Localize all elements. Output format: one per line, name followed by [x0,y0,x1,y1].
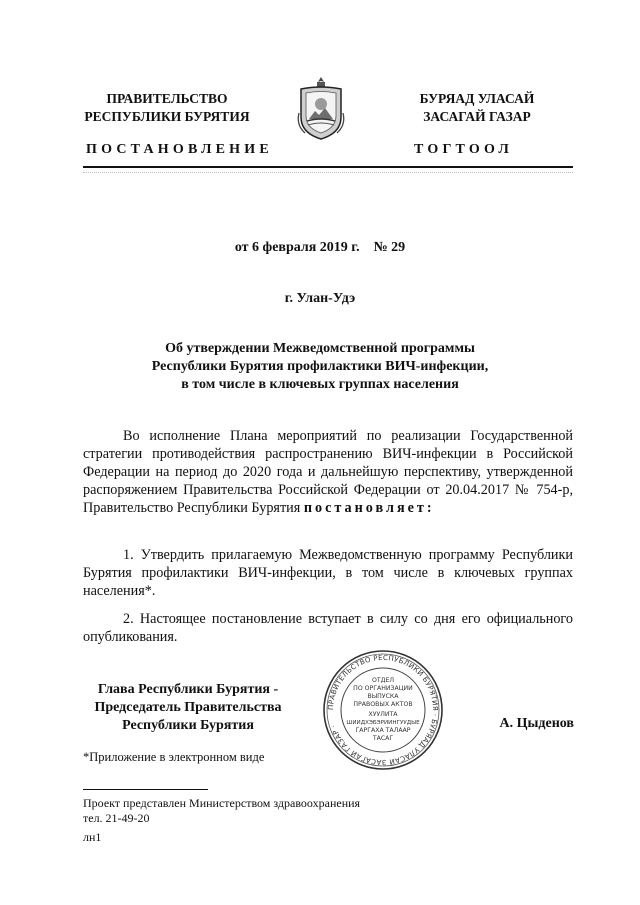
para1-decree-word: постановляет [303,500,427,516]
phone-note: тел. 21-49-20 [83,811,150,825]
document-date-line [0,240,640,256]
document-number: № 29 [373,240,406,255]
signatory-line3: Республики Бурятия [122,718,254,733]
body-paragraph-2: 1. Утвердить прилагаемую Межведомственную программу Республики Бурятия профилактики ВИЧ-инфекции, в том числе в ключевых группах населения*. [83,547,573,599]
coat-of-arms-icon [295,73,347,143]
document-city: г. Улан-Удэ [284,291,356,306]
header-left-line1: ПРАВИТЕЛЬСТВО [106,91,228,106]
header-divider [83,166,573,168]
seal-line6: ШИИДХЭБЭРИИНГУУДЫЕ [346,720,420,726]
signatory-name: А. Цыденов [499,716,574,731]
signatory-line2: Председатель Правительства [94,700,282,715]
document-date: от 6 февраля 2019 г. [234,240,360,255]
header-right-line2: ЗАСАГАЙ ГАЗАР [423,109,531,124]
doctype-right: ТОГТООЛ [414,142,514,157]
body-paragraph-1 [83,427,573,517]
seal-line4: ПРАВОВЫХ АКТОВ [353,701,413,708]
project-note: Проект представлен Министерством здравоохранения [83,796,361,810]
seal-line5: ХУУЛИТА [368,711,398,718]
appendix-note: *Приложение в электронном виде [83,750,265,764]
official-seal-icon [322,649,444,771]
header-left-line2: РЕСПУБЛИКИ БУРЯТИЯ [84,109,250,124]
document-code: лн1 [83,830,102,844]
title-line2: Республики Бурятия профилактики ВИЧ-инфекции, [151,359,489,374]
doctype-left: ПОСТАНОВЛЕНИЕ [86,142,273,157]
seal-line8: ТАСАГ [372,735,394,742]
seal-ring-text: ПРАВИТЕЛЬСТВО РЕСПУБЛИКИ БУРЯТИЯ · БУРЯАД УЛАСАЙ ЗАСАГАЙ ГАЗАР · [326,653,440,767]
header-right-block [372,90,582,126]
seal-line3: ВЫПУСКА [367,693,399,700]
document-title [120,340,520,394]
seal-line2: ПО ОРГАНИЗАЦИИ [353,685,413,692]
seal-line1: ОТДЕЛ [371,677,395,684]
title-line3: в том числе в ключевых группах населения [181,377,459,392]
signatory-line1: Глава Республики Бурятия - [97,682,279,697]
header-dotted-line [83,172,573,177]
para1-colon: : [426,500,432,516]
header-right-line1: БУРЯАД УЛАСАЙ [419,91,535,106]
para1-text: Во исполнение Плана мероприятий по реализации Государственной стратегии противодействия распространению ВИЧ-инфекции в Российской Федерации на период до 2020 года и дальнейшую перспективу, утвержденной распоряжением Правительства Российской Федерации от 20.04.2017 № 754-р, Правительство Республики Бурятия [83,428,573,516]
header-left-block [62,90,272,126]
footer-divider [83,789,208,790]
seal-line7: ГАРГАХА ТАЛААР [355,727,411,734]
body-paragraph-3: 2. Настоящее постановление вступает в силу со дня его официального опубликования. [83,611,573,645]
signatory-title [83,681,293,735]
title-line1: Об утверждении Межведомственной программы [165,341,475,356]
